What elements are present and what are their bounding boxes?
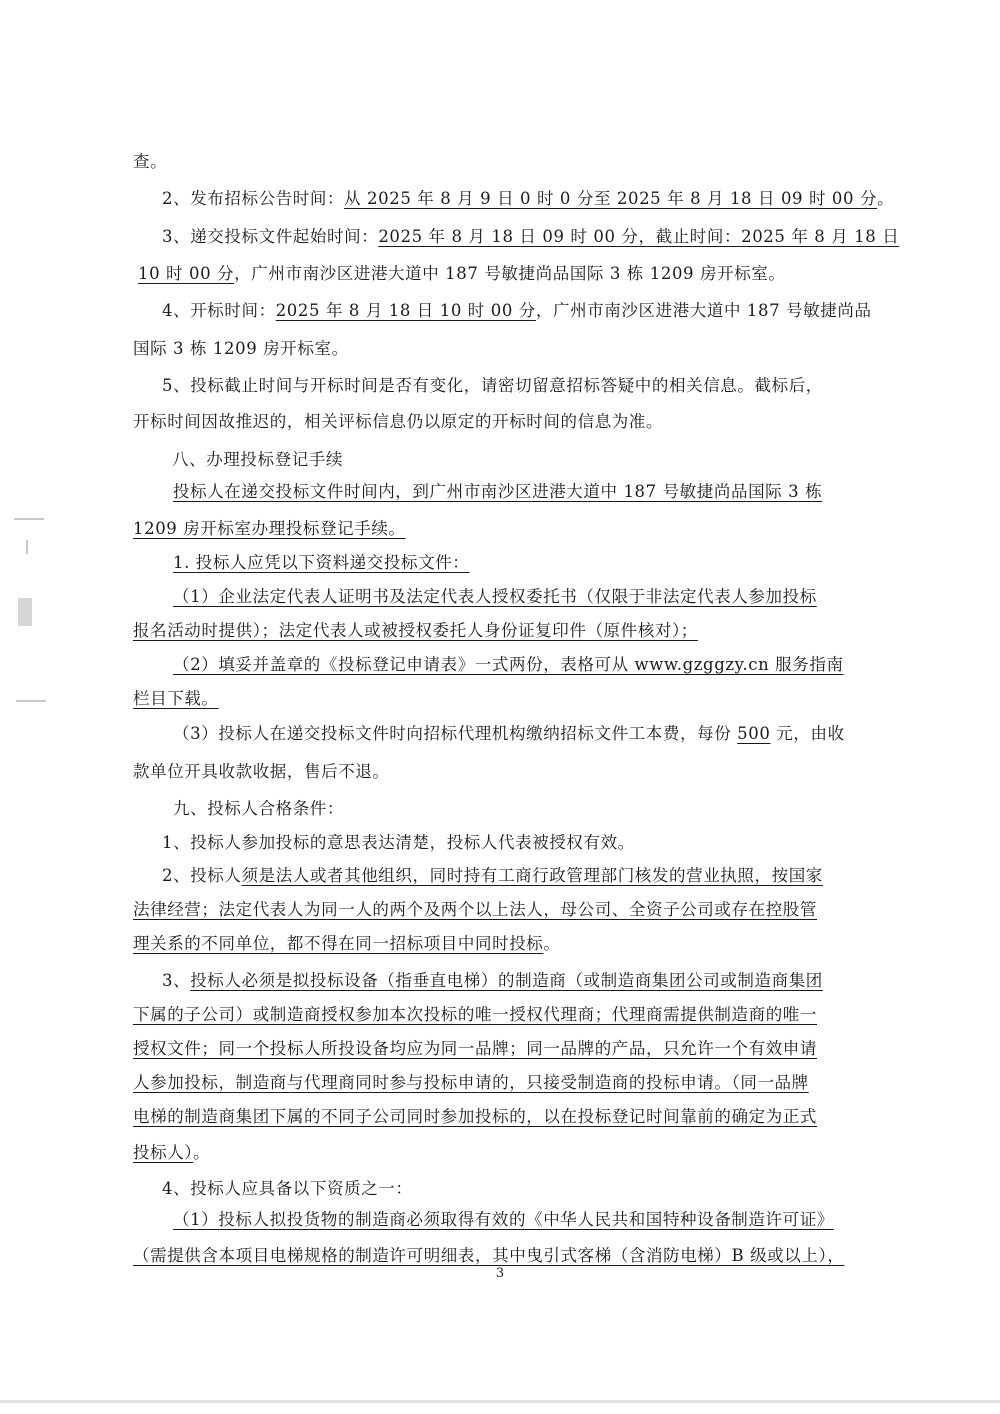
text-line [133, 1141, 210, 1165]
text-line [138, 262, 786, 286]
text-segment: 查。 [133, 152, 168, 171]
underlined-text: （2）填妥并盖章的《投标登记申请表》一式两份，表格可从 www.gzggzy.cn 服务指南 [173, 655, 844, 674]
text-segment: 1、投标人参加投标的意思表达清楚，投标人代表被授权有效。 [162, 833, 635, 852]
text-line [133, 898, 817, 922]
underlined-text: 下属的子公司）或制造商授权参加本次投标的唯一授权代理商；代理商需提供制造商的唯一 [133, 1005, 817, 1024]
text-line [173, 653, 844, 677]
text-line [162, 187, 894, 211]
scan-mark [14, 518, 44, 520]
text-segment: 。 [543, 934, 561, 953]
text-line [172, 448, 343, 472]
scan-mark [26, 540, 28, 554]
text-segment: ，广州市南沙区进港大道中 187 号敏捷尚品 [535, 301, 872, 320]
underlined-text: 须是法人或者其他组织，同时持有工商行政管理部门核发的营业执照，按国家 [241, 866, 823, 885]
text-line [162, 831, 635, 855]
text-segment: （3）投标人在递交投标文件时向招标代理机构缴纳招标文件工本费，每份 [173, 724, 738, 743]
text-segment: ，广州市南沙区进港大道中 187 号敏捷尚品国际 3 栋 1209 房开标室。 [234, 264, 786, 283]
text-segment: 5、投标截止时间与开标时间是否有变化，请密切留意招标答疑中的相关信息。截标后， [162, 376, 823, 395]
text-segment: 。 [193, 1143, 211, 1162]
underlined-text: （1）企业法定代表人证明书及法定代表人授权委托书（仅限于非法定代表人参加投标 [173, 587, 817, 606]
underlined-text: 投标人在递交投标文件时间内，到广州市南沙区进港大道中 187 号敏捷尚品国际 3 栋 [173, 482, 823, 501]
underlined-text: 栏目下载。 [133, 689, 219, 708]
text-line [173, 585, 817, 609]
underlined-text: 理关系的不同单位，都不得在同一招标项目中同时投标 [133, 934, 544, 953]
underlined-text: 1. 投标人应凭以下资料递交投标文件： [173, 553, 470, 572]
text-line [173, 1208, 834, 1232]
scan-mark [16, 700, 46, 702]
text-line [162, 1177, 413, 1201]
text-segment: 3、 [162, 971, 191, 990]
scan-mark [18, 598, 32, 626]
underlined-text: 从 2025 年 8 月 9 日 0 时 0 分至 2025 年 8 月 18 日 09 时 00 分 [344, 189, 878, 208]
text-line [133, 687, 219, 711]
text-line [133, 932, 561, 956]
text-line [133, 410, 663, 434]
underlined-text: 电梯的制造商集团下属的不同子公司同时参加投标的，以在投标登记时间靠前的确定为正式 [133, 1107, 817, 1126]
text-segment: 元，由收 [770, 724, 845, 743]
text-line [133, 517, 406, 541]
text-segment: 2、投标人 [162, 866, 242, 885]
text-segment: 。 [877, 189, 895, 208]
scan-edge [0, 1400, 1000, 1403]
text-line [162, 299, 872, 323]
text-segment: 九、投标人合格条件： [173, 799, 344, 818]
text-line [133, 619, 698, 643]
text-line [133, 337, 349, 361]
text-line [133, 1071, 809, 1095]
page-number: 3 [495, 1266, 505, 1281]
text-line [173, 797, 344, 821]
underlined-text: 法律经营；法定代表人为同一人的两个及两个以上法人，母公司、全资子公司或存在控股管 [133, 900, 817, 919]
text-line [133, 1003, 817, 1027]
underlined-text: （1）投标人拟投货物的制造商必须取得有效的《中华人民共和国特种设备制造许可证》 [173, 1210, 834, 1229]
text-line [173, 480, 822, 504]
underlined-text: 授权文件；同一个投标人所投设备均应为同一品牌；同一品牌的产品，只允许一个有效申请 [133, 1039, 817, 1058]
text-segment: 开标时间因故推迟的，相关评标信息仍以原定的开标时间的信息为准。 [133, 412, 664, 431]
underlined-text: 2025 年 8 月 18 日 09 时 00 分，截止时间：2025 年 8 月 18 日 [378, 227, 900, 246]
underlined-text: 1209 房开标室办理投标登记手续。 [133, 519, 406, 538]
text-line [173, 722, 845, 746]
underlined-text: 2025 年 8 月 18 日 10 时 00 分 [275, 301, 536, 320]
underlined-text: 投标人） [133, 1143, 194, 1162]
text-line [162, 864, 823, 888]
text-segment: 3、递交投标文件起始时间： [162, 227, 379, 246]
text-line [133, 1105, 817, 1129]
text-line [173, 551, 469, 575]
text-segment: 款单位开具收款收据，售后不退。 [133, 762, 390, 781]
text-line [162, 225, 899, 249]
underlined-text: 500 [737, 724, 771, 743]
text-line [133, 1037, 817, 1061]
text-segment: 2、发布招标公告时间： [162, 189, 345, 208]
text-line [133, 1244, 844, 1268]
text-segment: 八、办理投标登记手续 [172, 450, 343, 469]
underlined-text: 人参加投标，制造商与代理商同时参与投标申请的，只接受制造商的投标申请。（同一品牌 [133, 1073, 809, 1092]
text-line [162, 969, 823, 993]
text-segment: 4、投标人应具备以下资质之一： [162, 1179, 413, 1198]
text-line [162, 374, 823, 398]
text-line [133, 150, 167, 174]
underlined-text: 报名活动时提供）；法定代表人或被授权委托人身份证复印件（原件核对）； [133, 621, 698, 640]
underlined-text: 10 时 00 分 [138, 264, 235, 283]
text-segment: 国际 3 栋 1209 房开标室。 [133, 339, 349, 358]
underlined-text: 投标人必须是拟投标设备（指垂直电梯）的制造商（或制造商集团公司或制造商集团 [190, 971, 823, 990]
text-segment: 4、开标时间： [162, 301, 276, 320]
text-line [133, 760, 390, 784]
underlined-text: （需提供含本项目电梯规格的制造许可明细表，其中曳引式客梯（含消防电梯）B 级或以上）， [133, 1246, 845, 1265]
